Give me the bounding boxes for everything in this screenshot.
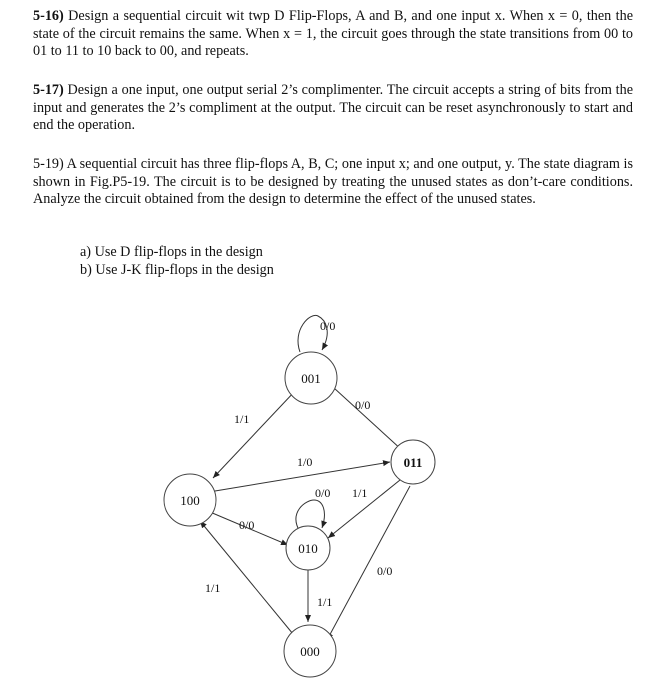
problem-number: 5-19) — [33, 156, 64, 172]
problem-text: Design a one input, one output serial 2’s complimenter. The circuit accepts a string of bits from the input and generates the 2’s compliment at the output. The circuit can be reset asynchronously to start and end the operation. — [33, 82, 634, 134]
label-000-100: 1/1 — [205, 581, 221, 595]
label-001-100: 1/1 — [234, 412, 250, 426]
state-100-label: 100 — [180, 493, 200, 508]
problem-text: A sequential circuit has three flip-flops A, B, C; one input x; and one output, y. The state diagram is shown in Fig.P5-19. The circuit is to be designed by treating the unused states as don’t-care conditions. Analyze the circuit obtained from the design to determine the effect of the unused states. — [33, 156, 633, 208]
edge-000-100 — [200, 521, 293, 634]
problem-text: Design a sequential circuit wit twp D Flip-Flops, A and B, and one input x. When x = 0, then the state of the circuit remains the same. When x = 1, the circuit goes through the state transitions from 00 to 01 to 11 to 10 back to 00, and repeats. — [33, 8, 633, 60]
state-010-label: 010 — [298, 541, 318, 556]
label-011-010: 1/1 — [352, 486, 368, 500]
label-001-011: 0/0 — [355, 398, 371, 412]
state-000-label: 000 — [300, 644, 320, 659]
label-self-010: 0/0 — [315, 486, 331, 500]
subpart-a: a) Use D flip-flops in the design — [80, 244, 263, 260]
label-100-010: 0/0 — [239, 518, 255, 532]
edge-011-000 — [327, 486, 410, 640]
problem-number: 5-17) — [33, 82, 64, 98]
label-100-011: 1/0 — [297, 455, 313, 469]
state-011-label: 011 — [403, 455, 423, 470]
state-001-label: 001 — [301, 371, 321, 386]
problem-number: 5-16) — [33, 8, 64, 24]
edge-001-100 — [213, 390, 296, 478]
label-self-001: 0/0 — [320, 319, 336, 333]
subpart-b: b) Use J-K flip-flops in the design — [80, 261, 274, 278]
label-010-000: 1/1 — [317, 595, 333, 609]
label-011-000: 0/0 — [377, 564, 393, 578]
